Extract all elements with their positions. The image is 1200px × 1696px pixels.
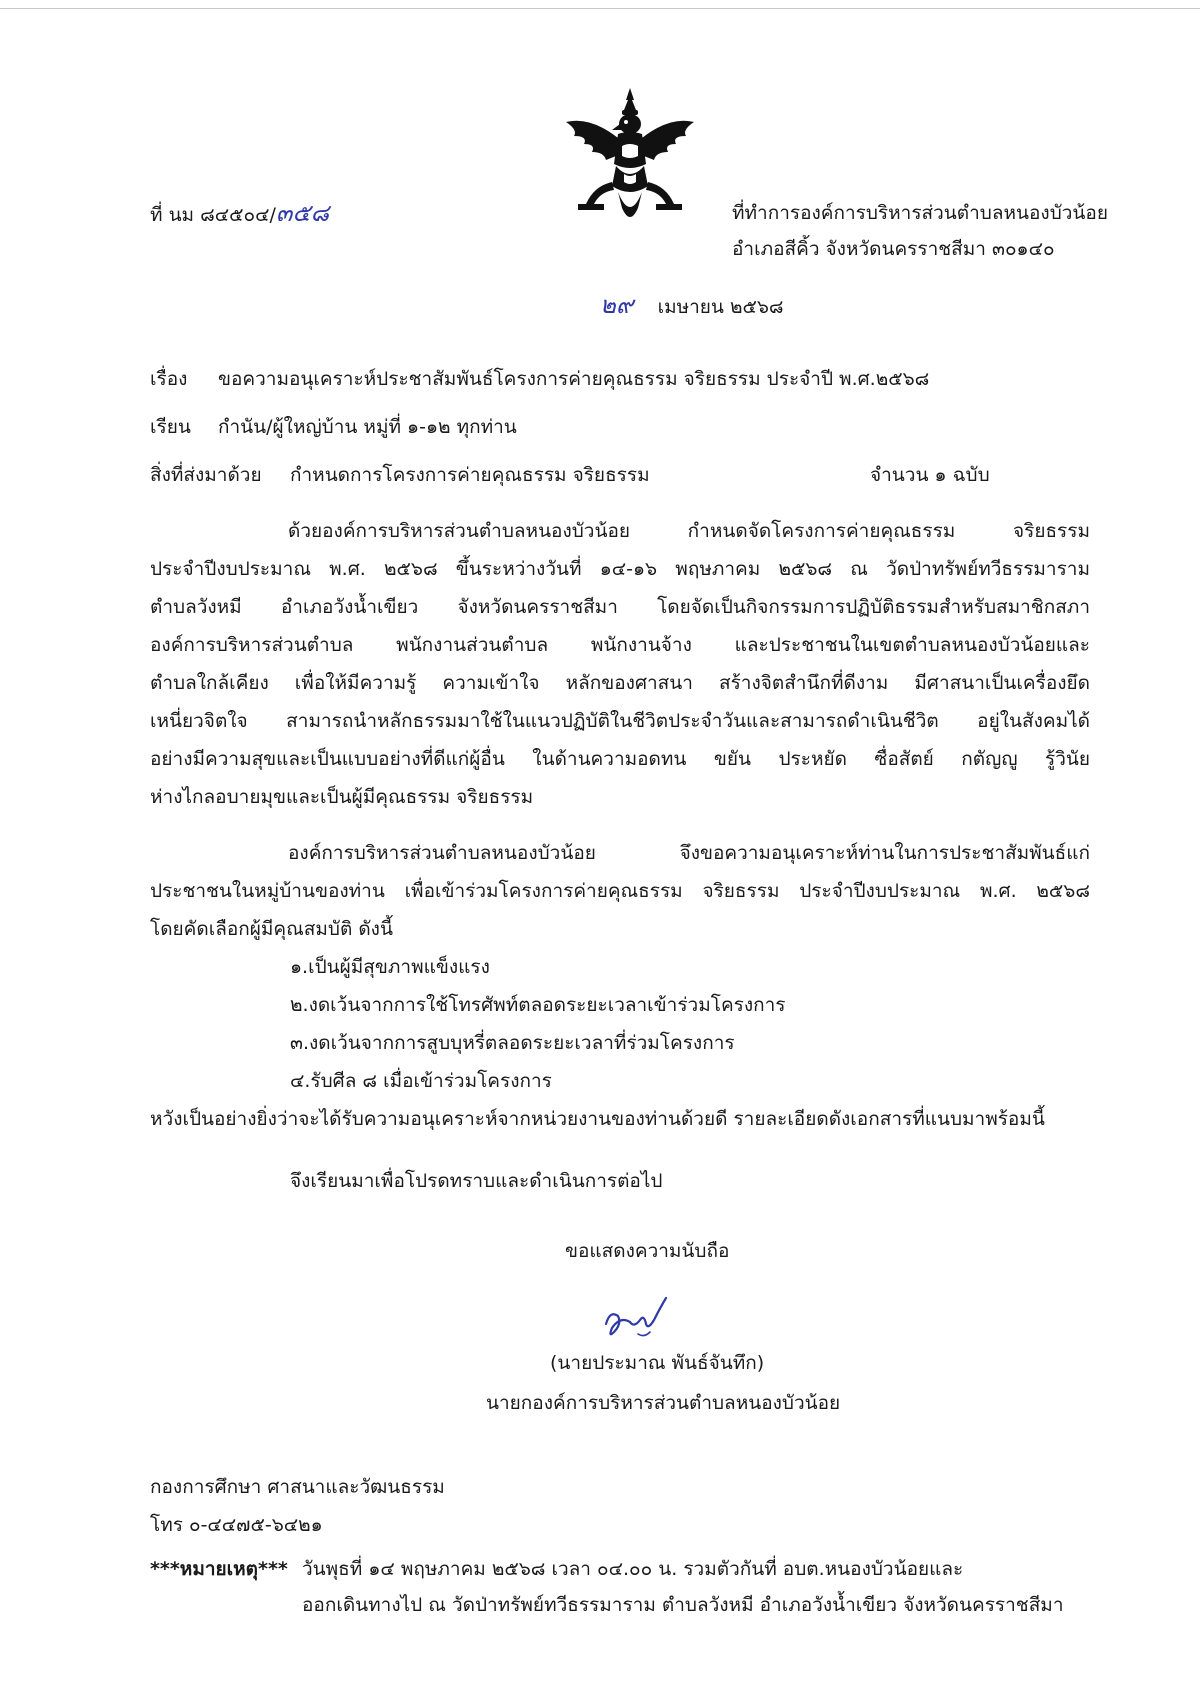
paragraph1-line: องค์การบริหารส่วนตำบล พนักงานส่วนตำบล พนักงานจ้าง และประชาชนในเขตตำบลหนองบัวน้อยและ (150, 634, 1090, 656)
enclosure-count: จำนวน ๑ ฉบับ (870, 464, 990, 486)
paragraph1-line: ด้วยองค์การบริหารส่วนตำบลหนองบัวน้อย กำหนดจัดโครงการค่ายคุณธรรม จริยธรรม (288, 520, 1090, 542)
reference-handwritten: ๓๕๘ (275, 199, 330, 227)
reference-number (150, 200, 329, 228)
org-district: อำเภอสีคิ้ว จังหวัดนครราชสีมา ๓๐๑๔๐ (732, 238, 1055, 260)
division-name: กองการศึกษา ศาสนาและวัฒนธรรม (150, 1476, 445, 1498)
date-month-year: เมษายน ๒๕๖๘ (657, 296, 784, 318)
subject-text: ขอความอนุเคราะห์ประชาสัมพันธ์โครงการค่ายคุณธรรม จริยธรรม ประจำปี พ.ศ.๒๕๖๘ (218, 368, 930, 390)
signer-title: นายกองค์การบริหารส่วนตำบลหนองบัวน้อย (486, 1392, 841, 1414)
salutation: ขอแสดงความนับถือ (565, 1240, 730, 1262)
division-phone: โทร ๐-๔๔๗๕-๖๔๒๑ (150, 1514, 323, 1536)
closing-request: จึงเรียนมาเพื่อโปรดทราบและดำเนินการต่อไป (290, 1170, 663, 1192)
paragraph1-line: ตำบลวังหมี อำเภอวังน้ำเขียว จังหวัดนครราชสีมา โดยจัดเป็นกิจกรรมการปฏิบัติธรรมสำหรับสมาชิกสภา (150, 596, 1090, 618)
org-address: ที่ทำการองค์การบริหารส่วนตำบลหนองบัวน้อย (732, 202, 1108, 224)
recipient-label: เรียน (150, 416, 191, 438)
paragraph1-line: ตำบลใกล้เคียง เพื่อให้มีความรู้ ความเข้าใจ หลักของศาสนา สร้างจิตสำนึกที่ดีงาม มีศาสนาเป็นเครื่องยึด (150, 672, 1090, 694)
paragraph2-line: ประชาชนในหมู่บ้านของท่าน เพื่อเข้าร่วมโครงการค่ายคุณธรรม จริยธรรม ประจำปีงบประมาณ พ.ศ. ๒๕๖๘ (150, 880, 1090, 902)
paragraph1-line: ประจำปีงบประมาณ พ.ศ. ๒๕๖๘ ขึ้นระหว่างวันที่ ๑๔-๑๖ พฤษภาคม ๒๕๖๘ ณ วัดป่าทรัพย์ทวีธรรมาราม (150, 558, 1090, 580)
recipient-text: กำนัน/ผู้ใหญ่บ้าน หมู่ที่ ๑-๑๒ ทุกท่าน (218, 416, 517, 438)
reference-prefix: ที่ นม ๘๔๕๐๔/ (150, 204, 276, 226)
paragraph1-line: เหนี่ยวจิตใจ สามารถนำหลักธรรมมาใช้ในแนวปฏิบัติในชีวิตประจำวันและสามารถดำเนินชีวิต อยู่ในสังคมได้ (150, 710, 1090, 732)
letter-date (600, 292, 784, 320)
garuda-emblem-icon (560, 86, 700, 228)
paragraph2-line: องค์การบริหารส่วนตำบลหนองบัวน้อย จึงขอความอนุเคราะห์ท่านในการประชาสัมพันธ์แก่ (288, 842, 1090, 864)
note-line: วันพุธที่ ๑๔ พฤษภาคม ๒๕๖๘ เวลา ๐๔.๐๐ น. รวมตัวกันที่ อบต.หนองบัวน้อยและ (302, 1558, 964, 1580)
qualification-item: ๓.งดเว้นจากการสูบบุหรี่ตลอดระยะเวลาที่ร่วมโครงการ (290, 1032, 735, 1054)
paragraph1-line: อย่างมีความสุขและเป็นแบบอย่างที่ดีแก่ผู้อื่น ในด้านความอดทน ขยัน ประหยัด ซื่อสัตย์ กตัญญู รู้วินัย (150, 748, 1090, 770)
scan-edge-line (0, 8, 1200, 9)
enclosure-label: สิ่งที่ส่งมาด้วย (150, 464, 262, 486)
date-day-handwritten: ๒๙ (600, 291, 634, 319)
enclosure-text: กำหนดการโครงการค่ายคุณธรรม จริยธรรม (290, 464, 650, 486)
qualification-item: ๑.เป็นผู้มีสุขภาพแข็งแรง (290, 956, 490, 978)
signature-icon (600, 1294, 680, 1344)
signer-name: (นายประมาณ พันธ์จันทึก) (550, 1352, 765, 1374)
qualification-item: ๒.งดเว้นจากการใช้โทรศัพท์ตลอดระยะเวลาเข้าร่วมโครงการ (290, 994, 786, 1016)
paragraph1-line: ห่างไกลอบายมุขและเป็นผู้มีคุณธรรม จริยธรรม (150, 786, 534, 808)
paragraph2-line: โดยคัดเลือกผู้มีคุณสมบัติ ดังนี้ (150, 918, 393, 940)
subject-label: เรื่อง (150, 368, 188, 390)
note-label: ***หมายเหตุ*** (150, 1558, 288, 1580)
hope-line: หวังเป็นอย่างยิ่งว่าจะได้รับความอนุเคราะห์จากหน่วยงานของท่านด้วยดี รายละเอียดดังเอกสารที่แนบมาพร้อมนี้ (150, 1108, 1045, 1130)
note-line: ออกเดินทางไป ณ วัดป่าทรัพย์ทวีธรรมาราม ตำบลวังหมี อำเภอวังน้ำเขียว จังหวัดนครราชสีมา (302, 1594, 1064, 1616)
qualification-item: ๔.รับศีล ๘ เมื่อเข้าร่วมโครงการ (290, 1070, 552, 1092)
